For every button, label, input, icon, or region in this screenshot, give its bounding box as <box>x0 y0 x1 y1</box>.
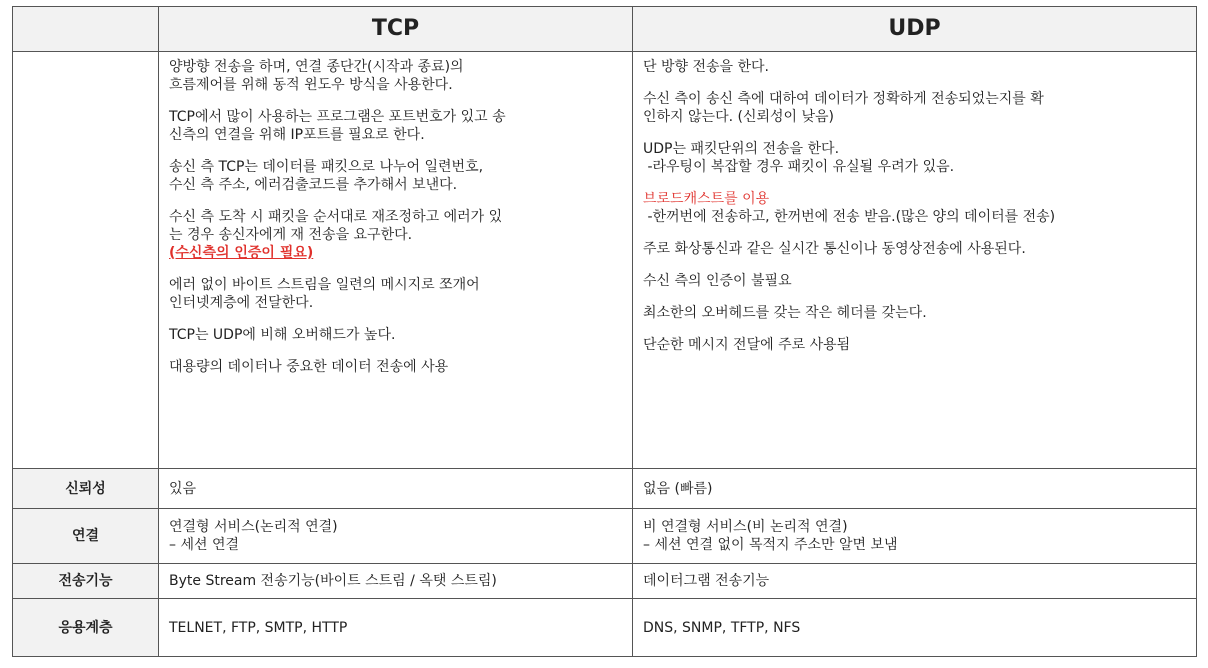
tcp-desc-paragraph-with-emphasis <box>169 208 622 262</box>
row-label-reliability: 신뢰성 <box>13 469 159 509</box>
udp-desc-paragraph: 수신 측이 송신 측에 대하여 데이터가 정확하게 전송되었는지를 확 인하지 않는다. (신뢰성이 낮음) <box>643 91 1044 125</box>
tcp-description-cell <box>159 52 633 469</box>
udp-desc-paragraph: 수신 측의 인증이 불필요 <box>643 273 792 289</box>
tcp-desc-paragraph: 대용량의 데이터나 중요한 데이터 전송에 사용 <box>169 359 449 375</box>
header-row <box>13 7 1197 52</box>
tcp-desc-paragraph: TCP는 UDP에 비해 오버해드가 높다. <box>169 327 396 343</box>
row-label-transfer-function: 전송기능 <box>13 564 159 599</box>
description-row <box>13 52 1197 469</box>
udp-desc-paragraph: 최소한의 오버헤드를 갖는 작은 헤더를 갖는다. <box>643 305 927 321</box>
header-corner-cell <box>13 7 159 52</box>
udp-description-cell <box>633 52 1197 469</box>
udp-desc-text: UDP는 패킷단위의 전송을 한다. <box>643 141 840 157</box>
tcp-desc-paragraph: 에러 없이 바이트 스트림을 일련의 메시지로 쪼개어 인터넷계층에 전달한다. <box>169 277 480 311</box>
tcp-desc-paragraph: 송신 측 TCP는 데이터를 패킷으로 나누어 일련번호, 수신 측 주소, 에러검출코드를 추가해서 보낸다. <box>169 159 484 193</box>
tcp-desc-paragraph: TCP에서 많이 사용하는 프로그램은 포트번호가 있고 송 신측의 연결을 위해 IP포트를 필요로 한다. <box>169 109 506 143</box>
udp-desc-subnote: -한꺼번에 전송하고, 한꺼번에 전송 받음.(많은 양의 데이터를 전송) <box>643 209 1056 225</box>
header-tcp: TCP <box>159 7 633 52</box>
tcp-desc-paragraph: 양방향 전송을 하며, 연결 종단간(시작과 종료)의 흐름제어를 위해 동적 윈도우 방식을 사용한다. <box>169 59 464 93</box>
udp-reliability-cell: 없음 (빠름) <box>633 469 1197 509</box>
udp-desc-paragraph: 주로 화상통신과 같은 실시간 통신이나 동영상전송에 사용된다. <box>643 241 1026 257</box>
table-row <box>13 599 1197 657</box>
tcp-emphasis-note: (수신측의 인증이 필요) <box>169 245 314 261</box>
udp-desc-paragraph-with-sub <box>643 140 1186 176</box>
tcp-udp-comparison-table <box>12 6 1197 657</box>
table-row <box>13 469 1197 509</box>
table-row <box>13 564 1197 599</box>
udp-application-cell: DNS, SNMP, TFTP, NFS <box>633 599 1197 657</box>
udp-desc-paragraph: 단 방향 전송을 한다. <box>643 59 769 75</box>
tcp-desc-text: 수신 측 도착 시 패킷을 순서대로 재조정하고 에러가 있 는 경우 송신자에게 재 전송을 요구한다. <box>169 209 503 243</box>
udp-desc-paragraph: 단순한 메시지 전달에 주로 사용됨 <box>643 337 851 353</box>
description-row-label <box>13 52 159 469</box>
udp-connection-cell: 비 연결형 서비스(비 논리적 연결) – 세션 연결 없이 목적지 주소만 알면 보냄 <box>633 509 1197 564</box>
row-label-connection: 연결 <box>13 509 159 564</box>
row-label-application-layer: 응용계층 <box>13 599 159 657</box>
tcp-reliability-cell: 있음 <box>159 469 633 509</box>
udp-desc-paragraph-with-sub <box>643 190 1186 226</box>
tcp-connection-cell: 연결형 서비스(논리적 연결) – 세션 연결 <box>159 509 633 564</box>
tcp-application-cell: TELNET, FTP, SMTP, HTTP <box>159 599 633 657</box>
udp-transfer-cell: 데이터그램 전송기능 <box>633 564 1197 599</box>
tcp-transfer-cell: Byte Stream 전송기능(바이트 스트림 / 옥탯 스트림) <box>159 564 633 599</box>
udp-broadcast-highlight: 브로드캐스트를 이용 <box>643 191 770 207</box>
table-row <box>13 509 1197 564</box>
udp-desc-subnote: -라우팅이 복잡할 경우 패킷이 유실될 우려가 있음. <box>643 159 955 175</box>
header-udp: UDP <box>633 7 1197 52</box>
